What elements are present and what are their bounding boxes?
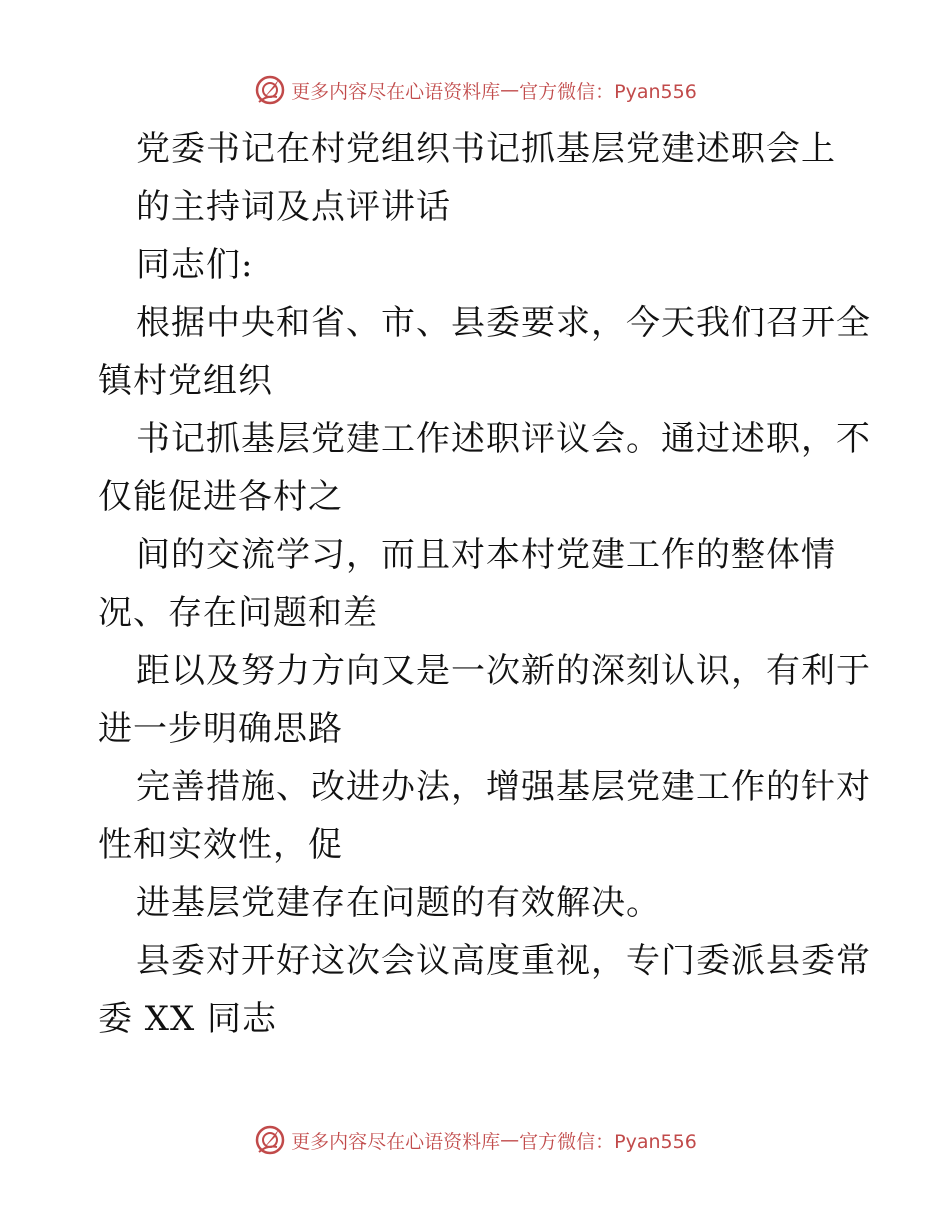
text-line: 况、存在问题和差 (98, 593, 378, 633)
text-line: 委 XX 同志 (98, 999, 278, 1039)
text-line: 间的交流学习，而且对本村党建工作的整体情 (136, 535, 836, 575)
quill-logo-icon (253, 73, 287, 107)
text-line: 性和实效性，促 (98, 825, 343, 865)
text-line: 进一步明确思路 (98, 709, 343, 749)
text-line: 仅能促进各村之 (98, 477, 343, 517)
text-line: 进基层党建存在问题的有效解决。 (136, 883, 661, 923)
watermark-separator: — (500, 1129, 520, 1151)
text-line: 同志们: (136, 245, 254, 285)
watermark-separator: — (500, 79, 520, 101)
text-line: 党委书记在村党组织书记抓基层党建述职会上 (136, 129, 836, 169)
watermark-banner-top (0, 70, 950, 110)
watermark-contact: 官方微信：Pyan556 (519, 80, 697, 103)
text-line: 根据中央和省、市、县委要求，今天我们召开全 (136, 303, 871, 343)
text-line: 距以及努力方向又是一次新的深刻认识，有利于 (136, 651, 871, 691)
watermark-banner-bottom (0, 1120, 950, 1160)
watermark-text: 更多内容尽在心语资料库 (291, 1130, 501, 1153)
text-line: 书记抓基层党建工作述职评议会。通过述职，不 (136, 419, 871, 459)
text-line: 完善措施、改进办法，增强基层党建工作的针对 (136, 767, 871, 807)
watermark-contact: 官方微信：Pyan556 (519, 1130, 697, 1153)
watermark-text: 更多内容尽在心语资料库 (291, 80, 501, 103)
document-body (98, 120, 871, 1048)
text-line: 镇村党组织 (98, 361, 273, 401)
text-line: 的主持词及点评讲话 (136, 187, 451, 227)
quill-logo-icon (253, 1123, 287, 1157)
text-line: 县委对开好这次会议高度重视，专门委派县委常 (136, 941, 871, 981)
